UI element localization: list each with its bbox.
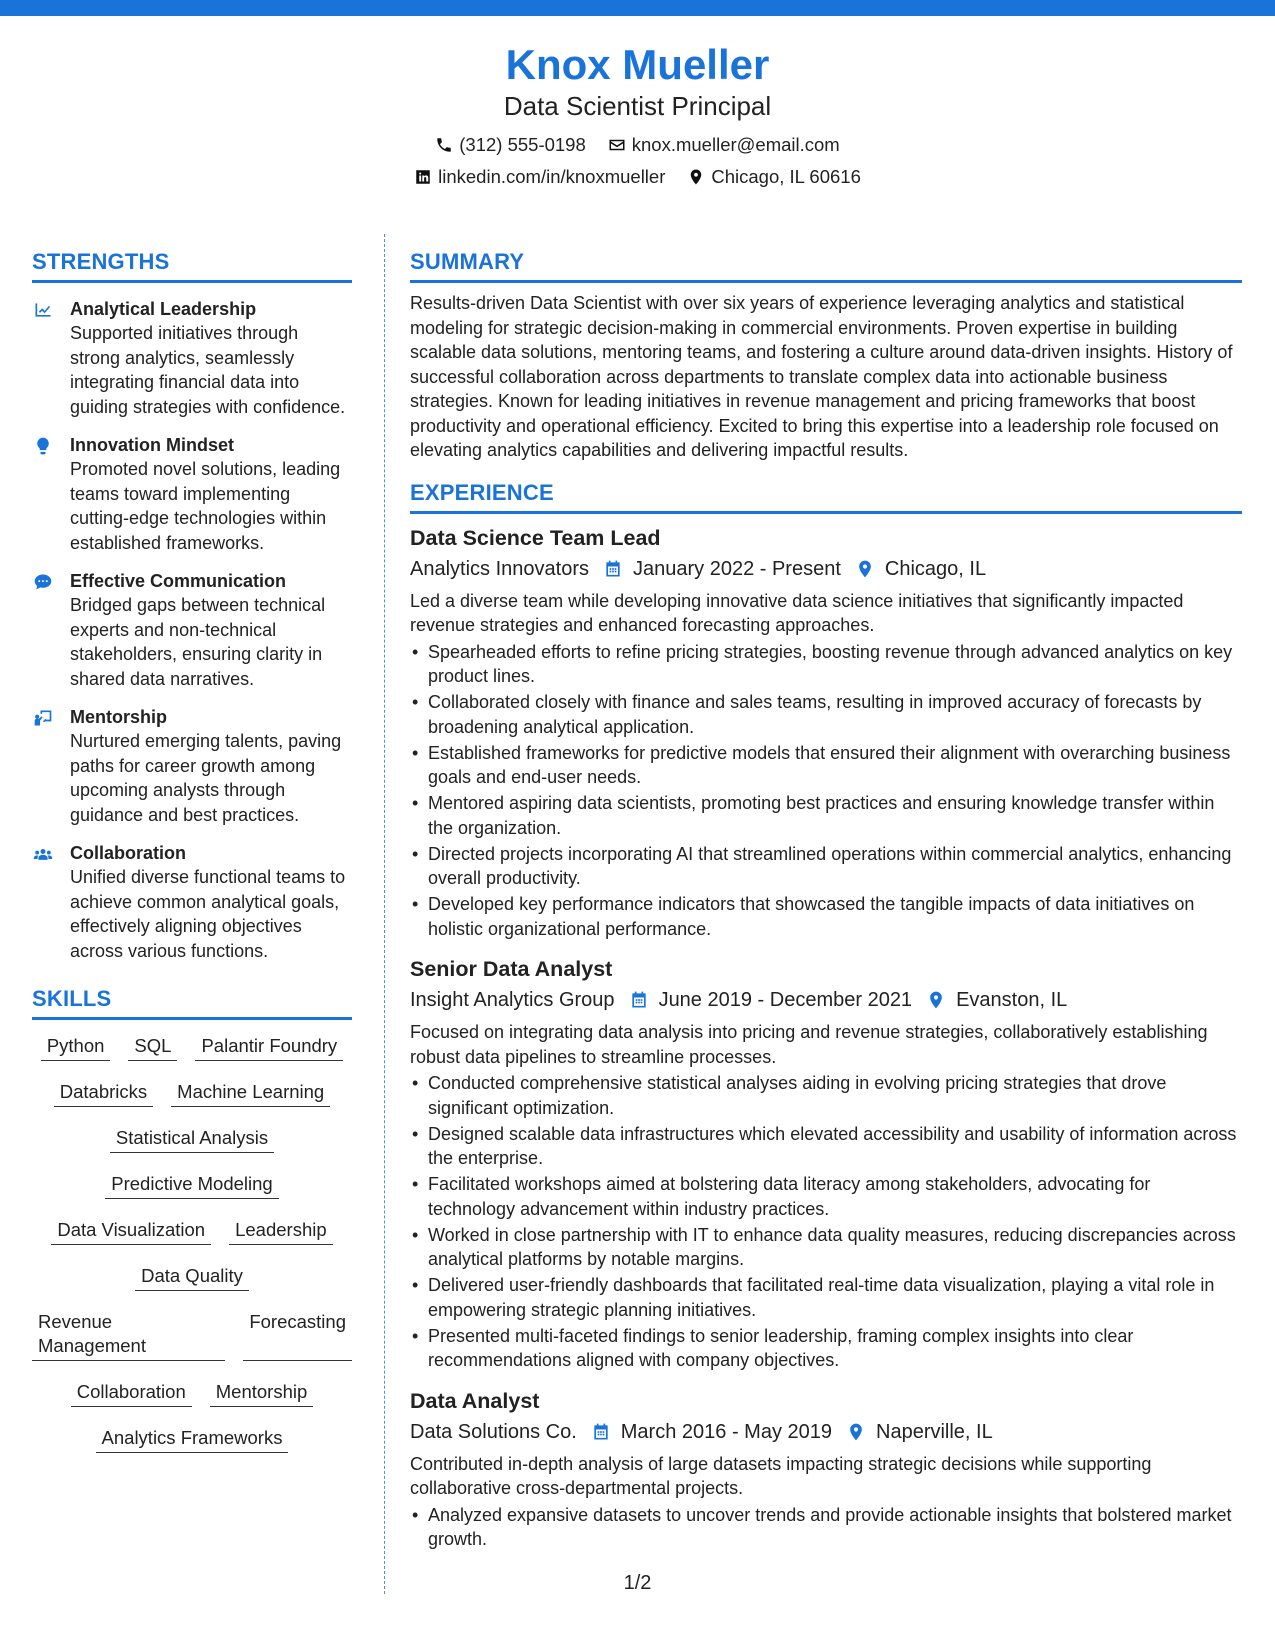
linkedin-contact[interactable] — [414, 164, 665, 190]
map-pin-icon — [687, 168, 705, 186]
map-pin-icon — [926, 990, 946, 1010]
job-meta — [410, 555, 1242, 583]
strength-desc: Nurtured emerging talents, paving paths for career growth among upcoming analysts through guidance and best practices. — [70, 731, 342, 825]
skill-tag: Forecasting — [243, 1310, 352, 1361]
job-dates: January 2022 - Present — [632, 557, 841, 580]
right-column — [410, 248, 1242, 1553]
skill-tag: Data Quality — [135, 1264, 249, 1291]
job-desc: Contributed in-depth analysis of large datasets impacting strategic decisions while supporting collaborative cross-departmental projects. — [410, 1453, 1152, 1498]
left-column — [32, 248, 352, 1472]
strength-item — [32, 841, 352, 963]
location-text: Chicago, IL 60616 — [711, 166, 861, 187]
job-location: Naperville, IL — [876, 1420, 993, 1443]
skill-tag: SQL — [128, 1034, 177, 1061]
skill-tag: Palantir Foundry — [195, 1034, 343, 1061]
users-group-icon — [32, 844, 54, 864]
column-divider — [384, 234, 385, 1594]
job-bullet: • Facilitated workshops aimed at bolstering data literacy among stakeholders, advocating for technology advancement within industry practices. — [410, 1172, 1242, 1221]
job-bullets — [410, 1503, 1242, 1552]
job-location: Chicago, IL — [884, 557, 987, 580]
strength-title: Analytical Leadership — [70, 299, 257, 319]
email-contact[interactable] — [608, 132, 840, 158]
strength-title: Collaboration — [70, 843, 186, 863]
skill-row — [32, 1310, 352, 1361]
job-bullet: • Delivered user-friendly dashboards that facilitated real-time data visualization, playing a vital role in empowering strategic planning initiatives. — [410, 1273, 1242, 1322]
job-desc: Led a diverse team while developing innovative data science initiatives that significantly impacted revenue strategies and enhanced forecasting approaches. — [410, 590, 1184, 635]
job-entry — [410, 524, 1242, 942]
phone-text: (312) 555-0198 — [459, 134, 586, 155]
skill-row — [32, 1218, 352, 1245]
job-bullet: • Collaborated closely with finance and sales teams, resulting in improved accuracy of forecasts by broadening analytical application. — [410, 690, 1242, 739]
phone-icon — [435, 136, 453, 154]
skill-tag: Machine Learning — [171, 1080, 330, 1107]
job-title: Data Analyst — [410, 1388, 540, 1413]
skills-list — [32, 1034, 352, 1453]
job-dates: June 2019 - December 2021 — [658, 989, 913, 1011]
job-title: Data Science Team Lead — [410, 525, 661, 550]
job-bullet: • Established frameworks for predictive models that ensured their alignment with overarching business goals and end-user needs. — [410, 741, 1242, 790]
contact-row-2 — [0, 164, 1275, 190]
top-accent-bar — [0, 0, 1275, 16]
email-text[interactable]: knox.mueller@email.com — [631, 134, 840, 155]
calendar-icon — [603, 559, 623, 579]
strength-desc: Promoted novel solutions, leading teams toward implementing cutting-edge technologies within established frameworks. — [70, 459, 341, 553]
skill-tag: Python — [41, 1034, 111, 1061]
strength-item — [32, 705, 352, 827]
strength-title: Innovation Mindset — [70, 435, 234, 455]
job-company: Insight Analytics Group — [410, 989, 615, 1011]
job-meta — [410, 986, 1242, 1014]
job-meta — [410, 1418, 1242, 1446]
skill-row — [32, 1380, 352, 1407]
strength-title: Effective Communication — [70, 571, 287, 591]
envelope-icon — [608, 136, 626, 154]
location-contact — [687, 164, 860, 190]
job-bullet: • Presented multi-faceted findings to senior leadership, framing complex insights into clear recommendations aligned with company objectives. — [410, 1324, 1242, 1373]
skill-tag: Databricks — [54, 1080, 153, 1107]
job-bullet: • Designed scalable data infrastructures which elevated accessibility and usability of information across the enterprise. — [410, 1122, 1242, 1171]
skill-tag: Data Visualization — [51, 1218, 211, 1245]
strength-desc: Supported initiatives through strong analytics, seamlessly integrating financial data into guiding strategies with confidence. — [70, 323, 346, 417]
calendar-icon — [591, 1422, 611, 1442]
summary-title: SUMMARY — [410, 249, 525, 274]
job-location: Evanston, IL — [956, 989, 1068, 1011]
skill-tag: Statistical Analysis — [110, 1126, 274, 1153]
job-bullet: • Mentored aspiring data scientists, promoting best practices and ensuring knowledge transfer within the organization. — [410, 791, 1242, 840]
skill-tag: Leadership — [229, 1218, 333, 1245]
map-pin-icon — [855, 559, 875, 579]
skill-tag: Analytics Frameworks — [96, 1426, 289, 1453]
map-pin-icon — [846, 1422, 866, 1442]
strength-item — [32, 297, 352, 419]
chat-bubble-icon — [32, 572, 54, 592]
chart-line-icon — [32, 300, 54, 320]
job-bullet: • Worked in close partnership with IT to enhance data quality measures, reducing discrepancies across analytical platforms by notable margins. — [410, 1223, 1242, 1272]
candidate-role: Data Scientist Principal — [503, 91, 772, 121]
strength-title: Mentorship — [70, 707, 167, 727]
skill-tag: Collaboration — [71, 1380, 192, 1407]
job-desc: Focused on integrating data analysis into pricing and revenue strategies, collaboratively establishing robust data pipelines to streamline processes. — [410, 1022, 1208, 1067]
linkedin-text[interactable]: linkedin.com/in/knoxmueller — [438, 166, 666, 187]
job-company: Analytics Innovators — [410, 557, 589, 580]
skill-tag: Mentorship — [210, 1380, 314, 1407]
job-entry — [410, 1387, 1242, 1552]
teacher-board-icon — [32, 708, 54, 728]
phone-contact — [435, 132, 586, 158]
job-bullet: • Analyzed expansive datasets to uncover trends and provide actionable insights that bolstered market growth. — [410, 1503, 1242, 1552]
strength-desc: Unified diverse functional teams to achieve common analytical goals, effectively aligning objectives across various functions. — [70, 867, 346, 961]
strength-item — [32, 569, 352, 691]
skill-row — [32, 1126, 352, 1153]
job-bullet: • Directed projects incorporating AI that streamlined operations within commercial analytics, enhancing overall productivity. — [410, 842, 1242, 891]
job-company: Data Solutions Co. — [410, 1420, 577, 1443]
strengths-title: STRENGTHS — [32, 249, 170, 274]
lightbulb-icon — [32, 436, 54, 456]
job-dates: March 2016 - May 2019 — [620, 1420, 832, 1443]
job-bullet: • Spearheaded efforts to refine pricing strategies, boosting revenue through advanced analytics on key product lines. — [410, 640, 1242, 689]
skills-title: SKILLS — [32, 986, 112, 1011]
skill-tag: Revenue Management — [32, 1310, 225, 1361]
skill-row — [32, 1080, 352, 1107]
skill-row — [32, 1034, 352, 1061]
candidate-name: Knox Mueller — [505, 41, 770, 88]
job-bullets — [410, 1071, 1242, 1373]
summary-text: Results-driven Data Scientist with over six years of experience leveraging analytics and statistical modeling for strategic decision-making in commercial environments. Proven expertise in building scalable data solutions, mentoring teams, and fostering a culture around data-driven insights. History of successful collaboration across departments to translate complex data into actionable business strategies. Known for leading initiatives in revenue management and pricing frameworks that boost productivity and operational efficiency. Excited to bring this expertise into a leadership role focused on elevating analytics capabilities and delivering impactful results. — [410, 293, 1233, 460]
skill-row — [32, 1426, 352, 1453]
job-bullets — [410, 640, 1242, 942]
skills-rule — [32, 1017, 352, 1020]
job-title: Senior Data Analyst — [410, 957, 613, 981]
skill-row — [32, 1172, 352, 1199]
strength-item — [32, 433, 352, 555]
page-number: 1/2 — [623, 1572, 652, 1594]
linkedin-icon — [414, 168, 432, 186]
skill-row — [32, 1264, 352, 1291]
skill-tag: Predictive Modeling — [105, 1172, 278, 1199]
summary-rule — [410, 280, 1242, 283]
resume-header — [0, 40, 1275, 190]
strength-desc: Bridged gaps between technical experts and non-technical stakeholders, ensuring clarity in shared data narratives. — [70, 595, 326, 689]
calendar-icon — [629, 990, 649, 1010]
experience-title: EXPERIENCE — [410, 479, 554, 505]
experience-rule — [410, 511, 1242, 514]
job-bullet: • Developed key performance indicators that showcased the tangible impacts of data initiatives on holistic organizational performance. — [410, 892, 1242, 941]
job-entry — [410, 955, 1242, 1373]
contact-row-1 — [0, 132, 1275, 158]
strengths-rule — [32, 280, 352, 283]
job-bullet: • Conducted comprehensive statistical analyses aiding in evolving pricing strategies that drove significant optimization. — [410, 1071, 1242, 1120]
